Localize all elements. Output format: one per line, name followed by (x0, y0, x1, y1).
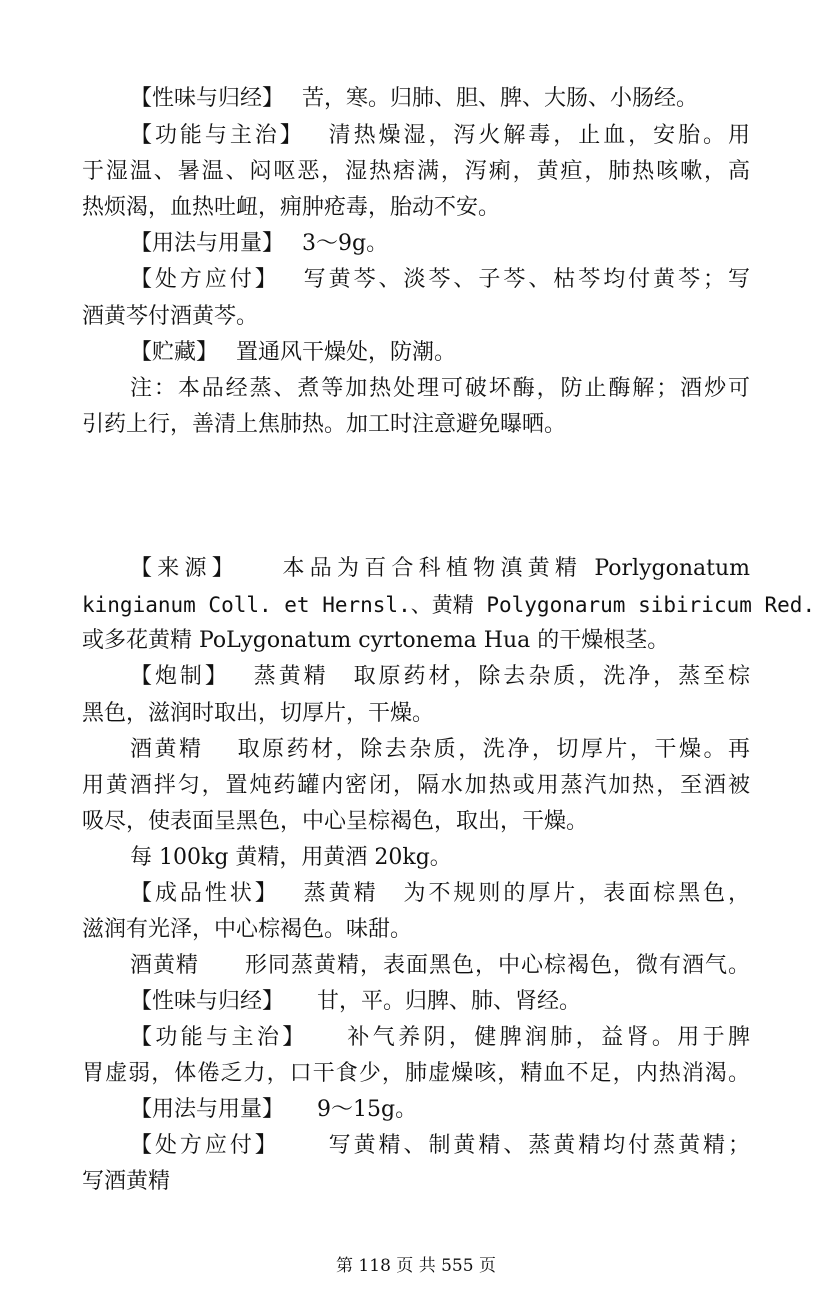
text-line: 写酒黄精 (82, 1169, 171, 1194)
text-line: 酒黄精 取原药材，除去杂质，洗净，切厚片，干燥。再 (130, 737, 750, 762)
text-line: 于湿温、暑温、闷呕恶，湿热痞满，泻痢，黄疸，肺热咳嗽，高 (82, 159, 750, 184)
text-line: 【处方应付】 写黄精、制黄精、蒸黄精均付蒸黄精； (130, 1133, 750, 1158)
text-line: 【功能与主治】 补气养阴，健脾润肺，益肾。用于脾 (130, 1025, 750, 1050)
text-line: 吸尽，使表面呈黑色，中心呈棕褐色，取出，干燥。 (82, 809, 589, 834)
text-line: 【成品性状】 蒸黄精 为不规则的厚片，表面棕黑色， (130, 881, 750, 906)
text-line: 酒黄精 形同蒸黄精，表面黑色，中心棕褐色，微有酒气。 (130, 953, 750, 978)
text-line: 热烦渴，血热吐衄，痈肿疮毒，胎动不安。 (82, 195, 501, 220)
text-line: 引药上行，善清上焦肺热。加工时注意避免曝晒。 (82, 412, 567, 437)
text-line: 【用法与用量】 3～9g。 (130, 231, 389, 256)
text-line: 【性味与归经】 苦，寒。归肺、胆、脾、大肠、小肠经。 (130, 86, 698, 111)
text-line: 【贮藏】 置通风干燥处，防潮。 (130, 340, 456, 365)
text-line: 每 100kg 黄精，用黄酒 20kg。 (130, 845, 452, 870)
text-line: 酒黄芩付酒黄芩。 (82, 304, 259, 329)
text-line: 【性味与归经】 甘，平。归脾、肺、肾经。 (130, 989, 582, 1014)
text-line: 【处方应付】 写黄芩、淡芩、子芩、枯芩均付黄芩；写 (130, 267, 750, 292)
text-line: 或多花黄精 PoLygonatum cyrtonema Hua 的干燥根茎。 (82, 628, 670, 653)
text-line: 胃虚弱，体倦乏力，口干食少，肺虚燥咳，精血不足，内热消渴。 (82, 1061, 750, 1086)
text-line: 滋润有光泽，中心棕褐色。味甜。 (82, 917, 413, 942)
text-line: kingianum Coll. et Hernsl.、黄精 Polygonarum sibiricum Red. (82, 593, 816, 617)
page-footer: 第 118 页 共 555 页 (336, 1256, 496, 1276)
text-line: 注：本品经蒸、煮等加热处理可破坏酶，防止酶解；酒炒可 (130, 376, 750, 401)
text-line: 用黄酒拌匀，置炖药罐内密闭，隔水加热或用蒸汽加热，至酒被 (82, 773, 750, 798)
text-line: 黑色，滋润时取出，切厚片，干燥。 (82, 701, 435, 726)
text-line: 【炮制】 蒸黄精 取原药材，除去杂质，洗净，蒸至棕 (130, 664, 750, 689)
text-line: 【来源】 本品为百合科植物滇黄精 Porlygonatum (130, 556, 750, 581)
text-line: 【功能与主治】 清热燥湿，泻火解毒，止血，安胎。用 (130, 123, 750, 148)
text-line: 【用法与用量】 9～15g。 (130, 1097, 418, 1122)
